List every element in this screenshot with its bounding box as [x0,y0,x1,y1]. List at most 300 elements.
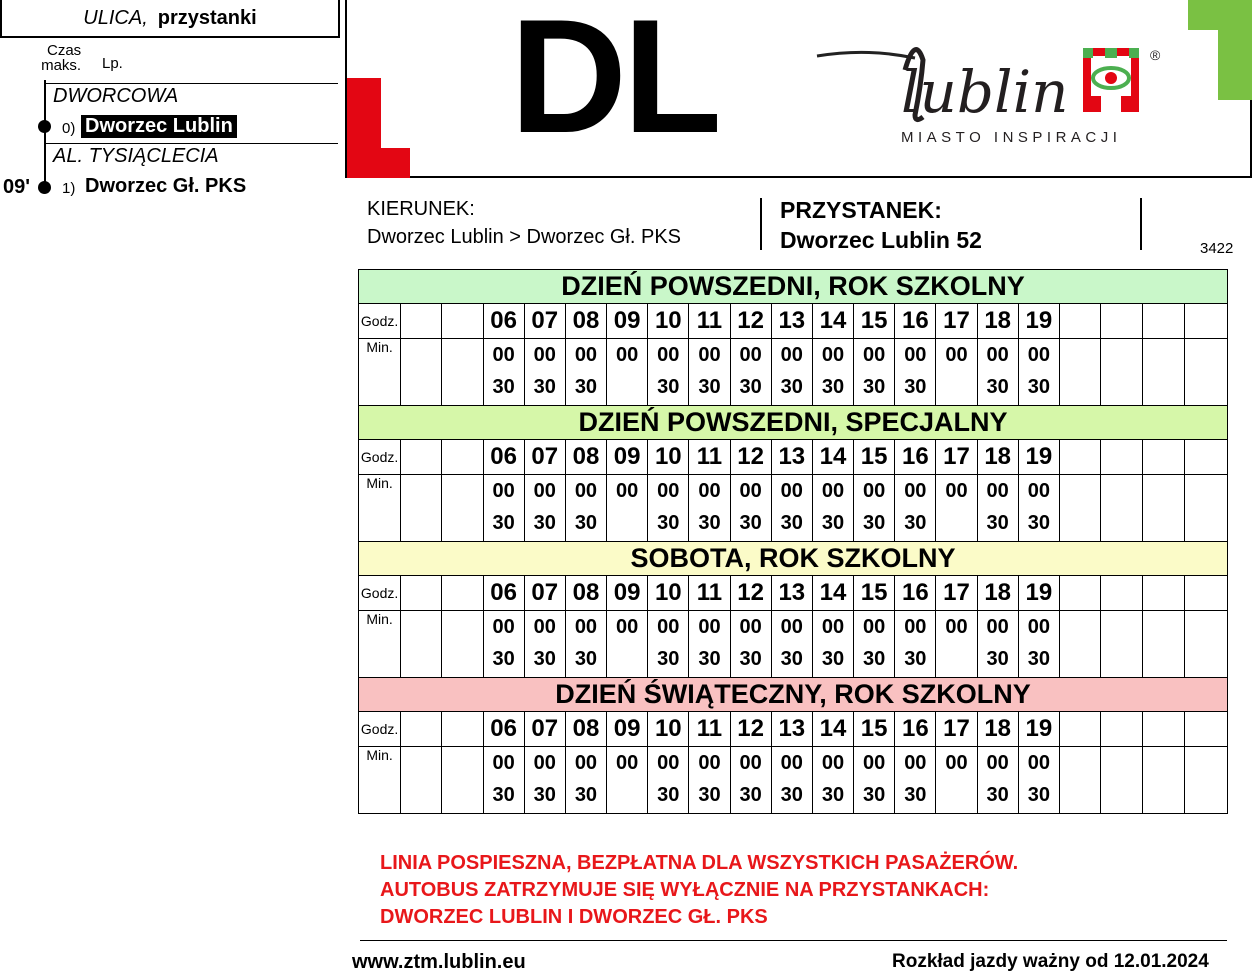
minute-cell [483,339,524,406]
minute-value: 00 [533,616,556,638]
minute-value: 00 [821,752,845,774]
minute-cell [895,475,936,542]
minute-value [936,779,976,811]
minute-value: 00 [780,480,803,502]
minute-label: Min. [359,747,401,814]
minute-cell [977,611,1018,678]
minute-value: 00 [698,616,721,638]
route-header [0,0,340,38]
hour-cell: 07 [524,304,565,339]
minute-value: 00 [533,344,556,366]
hour-cell: 16 [895,576,936,611]
minute-value [607,779,647,811]
hour-cell: 17 [936,576,977,611]
minute-cell [936,475,977,542]
hour-cell: 11 [689,304,730,339]
current-stop-name: Dworzec Lublin [81,115,237,138]
minute-value: 30 [739,784,762,806]
minute-value: 30 [1027,648,1050,670]
minute-value: 30 [574,376,598,398]
empty-cell [1059,304,1100,339]
minute-value: 00 [533,480,556,502]
minute-cell [1018,611,1059,678]
hour-row [359,712,1228,747]
max-time-label-line2: maks. [41,57,82,74]
minute-cell [483,475,524,542]
empty-cell [1059,747,1100,814]
minute-value: 30 [657,376,680,398]
minute-value: 30 [1027,376,1050,398]
minute-label: Min. [359,611,401,678]
minute-cell [895,611,936,678]
minute-value: 00 [492,480,515,502]
minute-value: 00 [986,752,1009,774]
hour-cell: 19 [1018,712,1059,747]
minute-value: 30 [1027,784,1050,806]
section-title: DZIEŃ POWSZEDNI, ROK SZKOLNY [359,270,1228,304]
minute-value: 30 [492,376,515,398]
empty-cell [442,576,483,611]
street-divider [45,143,338,144]
minute-value: 00 [904,616,927,638]
hour-row [359,576,1228,611]
footer-website-link[interactable]: www.ztm.lublin.eu [352,951,526,973]
empty-cell [1143,440,1185,475]
minute-value: 30 [739,648,762,670]
minute-cell [730,611,771,678]
empty-cell [442,475,483,542]
minute-cell [977,475,1018,542]
minute-cell [689,747,730,814]
minute-cell [730,339,771,406]
hour-cell: 14 [812,576,853,611]
minute-value: 30 [780,648,803,670]
minute-cell [895,747,936,814]
minute-value: 00 [615,344,639,366]
hour-cell: 08 [565,712,606,747]
minute-value: 00 [739,480,762,502]
minute-value [607,643,647,675]
hour-cell: 08 [565,304,606,339]
minute-value [936,643,976,675]
minute-cell [854,747,895,814]
empty-cell [1143,712,1185,747]
stop-lp: 0) [62,120,76,137]
minute-value: 30 [821,784,845,806]
minute-value: 30 [492,784,515,806]
minute-value: 00 [986,616,1009,638]
street-divider [45,83,338,84]
max-time-column-label [41,42,82,74]
hour-cell: 13 [771,304,812,339]
hour-cell: 14 [812,440,853,475]
minute-value: 00 [1027,752,1050,774]
hour-cell: 15 [854,304,895,339]
minute-value: 30 [904,512,927,534]
hour-cell: 17 [936,304,977,339]
minute-value: 00 [945,344,968,366]
hour-cell: 09 [607,304,648,339]
minute-value: 30 [1027,512,1050,534]
minute-value: 00 [945,752,968,774]
minute-value: 00 [574,752,598,774]
minute-value: 00 [615,480,639,502]
minute-value: 30 [863,784,886,806]
minute-cell [936,611,977,678]
minute-value: 00 [1027,480,1050,502]
minute-cell [565,475,606,542]
hour-cell: 10 [648,440,689,475]
minute-value: 00 [780,344,803,366]
empty-cell [401,747,442,814]
minute-value: 30 [533,512,556,534]
minute-value: 30 [533,648,556,670]
empty-cell [1101,611,1143,678]
minute-cell [565,339,606,406]
empty-cell [401,712,442,747]
hour-cell: 14 [812,712,853,747]
minute-value: 00 [698,344,721,366]
hour-cell: 09 [607,440,648,475]
minute-value: 00 [863,616,886,638]
hour-cell: 12 [730,304,771,339]
empty-cell [1059,440,1100,475]
hour-cell: 06 [483,712,524,747]
empty-cell [1185,747,1228,814]
hour-cell: 19 [1018,440,1059,475]
hour-cell: 06 [483,440,524,475]
minute-value: 00 [657,480,680,502]
hour-cell: 13 [771,576,812,611]
empty-cell [1143,304,1185,339]
red-l-accent-icon [347,78,410,178]
hour-cell: 19 [1018,576,1059,611]
minute-cell [648,475,689,542]
empty-cell [1185,475,1228,542]
minute-cell [895,339,936,406]
minute-value: 00 [863,752,886,774]
hour-cell: 12 [730,440,771,475]
empty-cell [442,304,483,339]
minute-value: 00 [739,344,762,366]
minute-value: 00 [698,480,721,502]
hour-cell: 07 [524,576,565,611]
minute-value: 30 [904,648,927,670]
empty-cell [1143,747,1185,814]
hour-cell: 15 [854,440,895,475]
minute-value: 00 [821,616,845,638]
minute-value: 30 [574,512,598,534]
route-line [44,80,46,188]
hour-cell: 11 [689,712,730,747]
hour-cell: 17 [936,712,977,747]
hour-cell: 18 [977,304,1018,339]
hour-cell: 09 [607,712,648,747]
minute-value: 00 [1027,344,1050,366]
minute-cell [771,339,812,406]
minute-value [936,371,976,403]
minute-cell [854,339,895,406]
minute-cell [607,475,648,542]
minute-cell [565,611,606,678]
minute-label: Min. [359,339,401,406]
hour-label: Godz. [359,712,401,747]
info-divider [1140,198,1142,250]
footer-divider [360,940,1227,941]
minute-cell [812,747,853,814]
minute-value: 30 [492,512,515,534]
hour-cell: 19 [1018,304,1059,339]
empty-cell [1185,712,1228,747]
empty-cell [1185,304,1228,339]
hour-cell: 16 [895,304,936,339]
lublin-logo-graphic [815,30,1165,150]
minute-cell [648,611,689,678]
minute-cell [730,475,771,542]
minute-value: 30 [986,376,1009,398]
hour-cell: 18 [977,712,1018,747]
stop-travel-time: 09' [3,176,31,198]
hour-cell: 18 [977,440,1018,475]
minute-cell [689,475,730,542]
minute-cell [524,475,565,542]
minute-value [936,507,976,539]
hour-cell: 16 [895,440,936,475]
minute-value: 00 [657,344,680,366]
empty-cell [401,440,442,475]
minute-value: 30 [657,648,680,670]
hour-cell: 08 [565,440,606,475]
minute-cell [854,611,895,678]
minute-cell [607,611,648,678]
minute-value: 00 [698,752,721,774]
minute-value: 30 [698,784,721,806]
info-divider [760,198,762,250]
minute-value: 30 [986,784,1009,806]
section-title: DZIEŃ ŚWIĄTECZNY, ROK SZKOLNY [359,678,1228,712]
minute-value: 00 [657,616,680,638]
empty-cell [1185,576,1228,611]
minute-value: 00 [780,616,803,638]
minute-value: 30 [698,376,721,398]
empty-cell [401,576,442,611]
minute-value: 00 [492,344,515,366]
minute-cell [524,339,565,406]
minute-value: 00 [739,616,762,638]
minute-cell [936,747,977,814]
minute-value: 30 [739,512,762,534]
empty-cell [1059,712,1100,747]
hour-cell: 06 [483,304,524,339]
minute-value: 00 [986,344,1009,366]
minute-value: 30 [739,376,762,398]
minute-value: 00 [574,616,598,638]
section-title-row [359,406,1228,440]
hour-cell: 09 [607,576,648,611]
empty-cell [1101,475,1143,542]
direction-label: KIERUNEK: [367,198,475,220]
minute-value: 30 [533,376,556,398]
hour-cell: 12 [730,712,771,747]
hour-cell: 07 [524,712,565,747]
hour-cell: 14 [812,304,853,339]
minute-value: 00 [945,616,968,638]
minute-value: 30 [574,648,598,670]
minute-value: 30 [698,648,721,670]
minute-value: 00 [863,344,886,366]
hour-label: Godz. [359,440,401,475]
minute-value: 30 [821,512,845,534]
minute-row [359,339,1228,406]
minute-value: 30 [986,512,1009,534]
max-time-label-line1: Czas [47,42,82,59]
minute-value: 30 [986,648,1009,670]
section-title: DZIEŃ POWSZEDNI, SPECJALNY [359,406,1228,440]
line-number: DL [510,0,718,167]
minute-value: 30 [904,376,927,398]
empty-cell [1059,475,1100,542]
hour-cell: 15 [854,576,895,611]
minute-value: 00 [657,752,680,774]
minute-value: 00 [780,752,803,774]
minute-cell [771,611,812,678]
notice-line: DWORZEC LUBLIN I DWORZEC GŁ. PKS [380,906,768,928]
hour-cell: 13 [771,712,812,747]
minute-value: 30 [904,784,927,806]
empty-cell [401,304,442,339]
minute-value: 30 [821,376,845,398]
hour-cell: 15 [854,712,895,747]
hour-cell: 10 [648,304,689,339]
hour-cell: 12 [730,576,771,611]
hour-cell: 11 [689,576,730,611]
hour-cell: 10 [648,712,689,747]
minute-cell [854,475,895,542]
minute-value: 30 [533,784,556,806]
minute-cell [648,339,689,406]
footer-validity: Rozkład jazdy ważny od 12.01.2024 [892,951,1209,972]
section-title-row [359,678,1228,712]
empty-cell [442,712,483,747]
hour-cell: 17 [936,440,977,475]
empty-cell [1101,747,1143,814]
minute-cell [483,611,524,678]
hour-row [359,440,1228,475]
minute-cell [977,747,1018,814]
minute-value: 30 [574,784,598,806]
minute-cell [1018,747,1059,814]
street-name: AL. TYSIĄCLECIA [53,145,219,167]
hour-cell: 10 [648,576,689,611]
empty-cell [442,747,483,814]
minute-row [359,747,1228,814]
empty-cell [1059,339,1100,406]
stop-label: PRZYSTANEK: [780,197,942,223]
minute-value: 00 [821,344,845,366]
timetable [358,269,1228,814]
lp-column-label: Lp. [102,55,123,72]
empty-cell [1101,712,1143,747]
hour-cell: 07 [524,440,565,475]
logo-wordmark: lublin [901,58,1069,126]
minute-cell [812,339,853,406]
empty-cell [1143,339,1185,406]
minute-cell [565,747,606,814]
empty-cell [1059,576,1100,611]
empty-cell [1059,611,1100,678]
minute-cell [771,475,812,542]
minute-label: Min. [359,475,401,542]
minute-value: 00 [986,480,1009,502]
empty-cell [1185,611,1228,678]
minute-value: 30 [492,648,515,670]
minute-value: 30 [863,376,886,398]
minute-value: 00 [492,752,515,774]
empty-cell [401,475,442,542]
empty-cell [442,339,483,406]
section-title-row [359,270,1228,304]
minute-value: 30 [657,512,680,534]
lublin-logo [815,30,1165,150]
section-title: SOBOTA, ROK SZKOLNY [359,542,1228,576]
hour-row [359,304,1228,339]
minute-value: 30 [863,648,886,670]
empty-cell [1101,339,1143,406]
minute-cell [812,475,853,542]
minute-value: 00 [492,616,515,638]
hour-cell: 16 [895,712,936,747]
minute-cell [524,611,565,678]
empty-cell [1143,475,1185,542]
minute-value: 00 [615,616,639,638]
empty-cell [442,440,483,475]
minute-cell [936,339,977,406]
minute-cell [977,339,1018,406]
notice-line: LINIA POSPIESZNA, BEZPŁATNA DLA WSZYSTKICH PASAŻERÓW. [380,852,1019,874]
minute-cell [689,339,730,406]
minute-value: 00 [863,480,886,502]
minute-value: 00 [533,752,556,774]
stop-name: Dworzec Gł. PKS [85,175,247,197]
section-title-row [359,542,1228,576]
hour-cell: 08 [565,576,606,611]
minute-cell [771,747,812,814]
empty-cell [1185,339,1228,406]
minute-cell [1018,475,1059,542]
minute-value: 30 [780,784,803,806]
minute-cell [812,611,853,678]
stop-value: Dworzec Lublin 52 [780,227,982,253]
minute-value: 30 [863,512,886,534]
minute-value: 00 [574,344,598,366]
minute-value: 00 [904,752,927,774]
minute-value: 30 [657,784,680,806]
minute-value: 00 [821,480,845,502]
empty-cell [442,611,483,678]
stop-dot-icon [38,181,51,194]
direction-value: Dworzec Lublin > Dworzec Gł. PKS [367,226,682,248]
empty-cell [1101,304,1143,339]
minute-cell [689,611,730,678]
hour-cell: 11 [689,440,730,475]
logo-tagline: MIASTO INSPIRACJI [901,129,1122,146]
route-header-stops: przystanki [157,6,257,29]
minute-value: 00 [615,752,639,774]
hour-cell: 13 [771,440,812,475]
route-header-street: ULICA, [83,6,148,29]
minute-value: 00 [904,480,927,502]
minute-value: 30 [821,648,845,670]
